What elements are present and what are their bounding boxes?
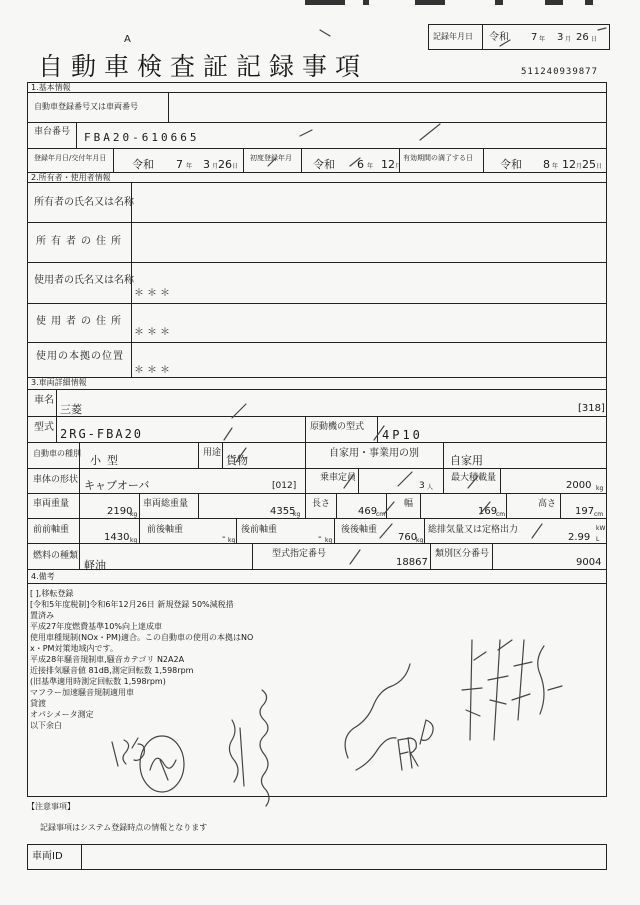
use-label: 用途 [203, 448, 222, 458]
user-address-label: 使用者の住所 [36, 316, 126, 327]
note-line: 置済み [30, 611, 54, 620]
note-line: マフラー加速騒音規制適用車 [30, 688, 134, 697]
user-name-value: ＊＊＊ [134, 288, 173, 299]
document-number: 511240939877 [521, 67, 599, 77]
rear-front-axle-value: - [318, 532, 322, 543]
model-value: 2RG-FBA20 [60, 427, 144, 441]
expiry-label: 有効期間の満了する日 [403, 154, 473, 162]
maker-code: [318] [578, 403, 605, 414]
engine-label: 原動機の型式 [310, 422, 365, 432]
owner-address-label: 所有者の住所 [36, 236, 126, 247]
front-axle-label: 前前軸重 [33, 525, 70, 535]
body-value: キャブオーバ [84, 479, 150, 492]
front-rear-axle-label: 前後軸重 [147, 525, 184, 535]
length-value: 469 [358, 506, 378, 517]
section1-title: 1.基本情報 [31, 83, 71, 92]
page-title: 自動車検査証記録事項 [38, 52, 369, 81]
header-letter: A [124, 34, 131, 45]
front-rear-axle-value: - [222, 532, 226, 543]
gross-value: 4355 [270, 506, 296, 517]
top-edge-marks [305, 0, 595, 6]
owner-name-label: 所有者の氏名又は名称 [34, 197, 134, 208]
fuel-label: 燃料の種類 [33, 551, 79, 561]
notes-list [30, 588, 350, 731]
record-date-box: 記録年月日 令和 7 年 3 月 26 日 [428, 24, 610, 50]
reg-number-label: 自動車登録番号又は車両番号 [34, 102, 138, 111]
length-label: 長さ [312, 499, 331, 509]
section2-title: 2.所有者・使用者情報 [31, 173, 111, 182]
fuel-value: 軽油 [84, 559, 106, 572]
note-line: 平成27年度燃費基準10%向上達成車 [30, 622, 162, 631]
rear-axle-label: 後後軸重 [341, 525, 378, 535]
model-no-value: 18867 [396, 557, 428, 568]
height-value: 197 [575, 506, 595, 517]
user-address-value: ＊＊＊ [134, 327, 173, 338]
note-line: x・PM対策地域内です。 [30, 644, 118, 653]
note-line: 平成28年騒音規制車,騒音カテゴリ N2A2A [30, 655, 185, 664]
displacement-value: 2.99 [568, 532, 591, 543]
model-no-label: 型式指定番号 [272, 549, 327, 559]
purpose-label: 自家用・事業用の別 [329, 448, 419, 459]
note-line: [ ],移転登録 [30, 589, 74, 598]
kind-label: 自動車の種別 [33, 449, 81, 458]
max-load-value: 2000 [566, 480, 592, 491]
first-reg-label: 初度登録年月 [250, 154, 292, 162]
reg-date-label: 登録年月日/交付年月日 [34, 154, 107, 162]
capacity-value: 3 [419, 481, 425, 491]
note-line: (旧基準適用時測定回転数 1,598rpm) [30, 677, 166, 686]
body-code: [012] [272, 481, 297, 491]
vehicle-id-box [27, 844, 607, 870]
class-value: 9004 [576, 557, 602, 568]
capacity-label: 乗車定員 [320, 473, 357, 483]
vehicle-id-label: 車両ID [32, 851, 63, 862]
kind-value: 小型 [90, 454, 124, 467]
note-line: 貸渡 [30, 699, 46, 708]
note-line: 使用車種規制(NOx・PM)適合。この自動車の使用の本拠はNO [30, 633, 254, 642]
gross-label: 車両総重量 [143, 499, 189, 509]
maker-label: 車名 [34, 395, 54, 406]
user-name-label: 使用者の氏名又は名称 [34, 275, 134, 286]
base-value: ＊＊＊ [134, 365, 173, 376]
caution-title: 【注意事項】 [27, 802, 75, 811]
caution-text: 記録事項はシステム登録時点の情報となります [40, 823, 208, 832]
displacement-label: 総排気量又は定格出力 [428, 525, 519, 535]
purpose-value: 自家用 [450, 454, 483, 467]
section4-title: 4.備考 [31, 572, 55, 581]
width-label: 幅 [404, 499, 414, 509]
weight-value: 2190 [107, 506, 133, 517]
note-line: 近接排気騒音値 81dB,測定回転数 1,598rpm [30, 666, 194, 675]
chassis-value: FBA20-610665 [84, 131, 200, 144]
engine-value: 4P10 [382, 428, 423, 442]
use-value: 貨物 [226, 454, 248, 467]
rear-axle-value: 760 [398, 532, 418, 543]
max-load-label: 最大積載量 [451, 473, 497, 483]
maker-value: 三菱 [60, 403, 82, 416]
body-label: 車体の形状 [33, 475, 79, 485]
rear-front-axle-label: 後前軸重 [241, 525, 278, 535]
note-line: 以下余白 [30, 721, 62, 730]
front-axle-value: 1430 [104, 532, 130, 543]
height-label: 高さ [538, 499, 557, 509]
note-line: オパシメータ測定 [30, 710, 94, 719]
width-value: 169 [478, 506, 498, 517]
note-line: [令和5年度税制]令和6年12月26日 新規登録 50%減税措 [30, 600, 234, 609]
section3-title: 3.車両詳細情報 [31, 378, 87, 387]
model-label: 型式 [34, 422, 54, 433]
class-label: 類別区分番号 [435, 549, 490, 559]
weight-label: 車両重量 [33, 499, 70, 509]
chassis-label: 車台番号 [34, 127, 71, 137]
record-date-label: 記録年月日 [433, 32, 473, 41]
base-label: 使用の本拠の位置 [36, 351, 124, 362]
